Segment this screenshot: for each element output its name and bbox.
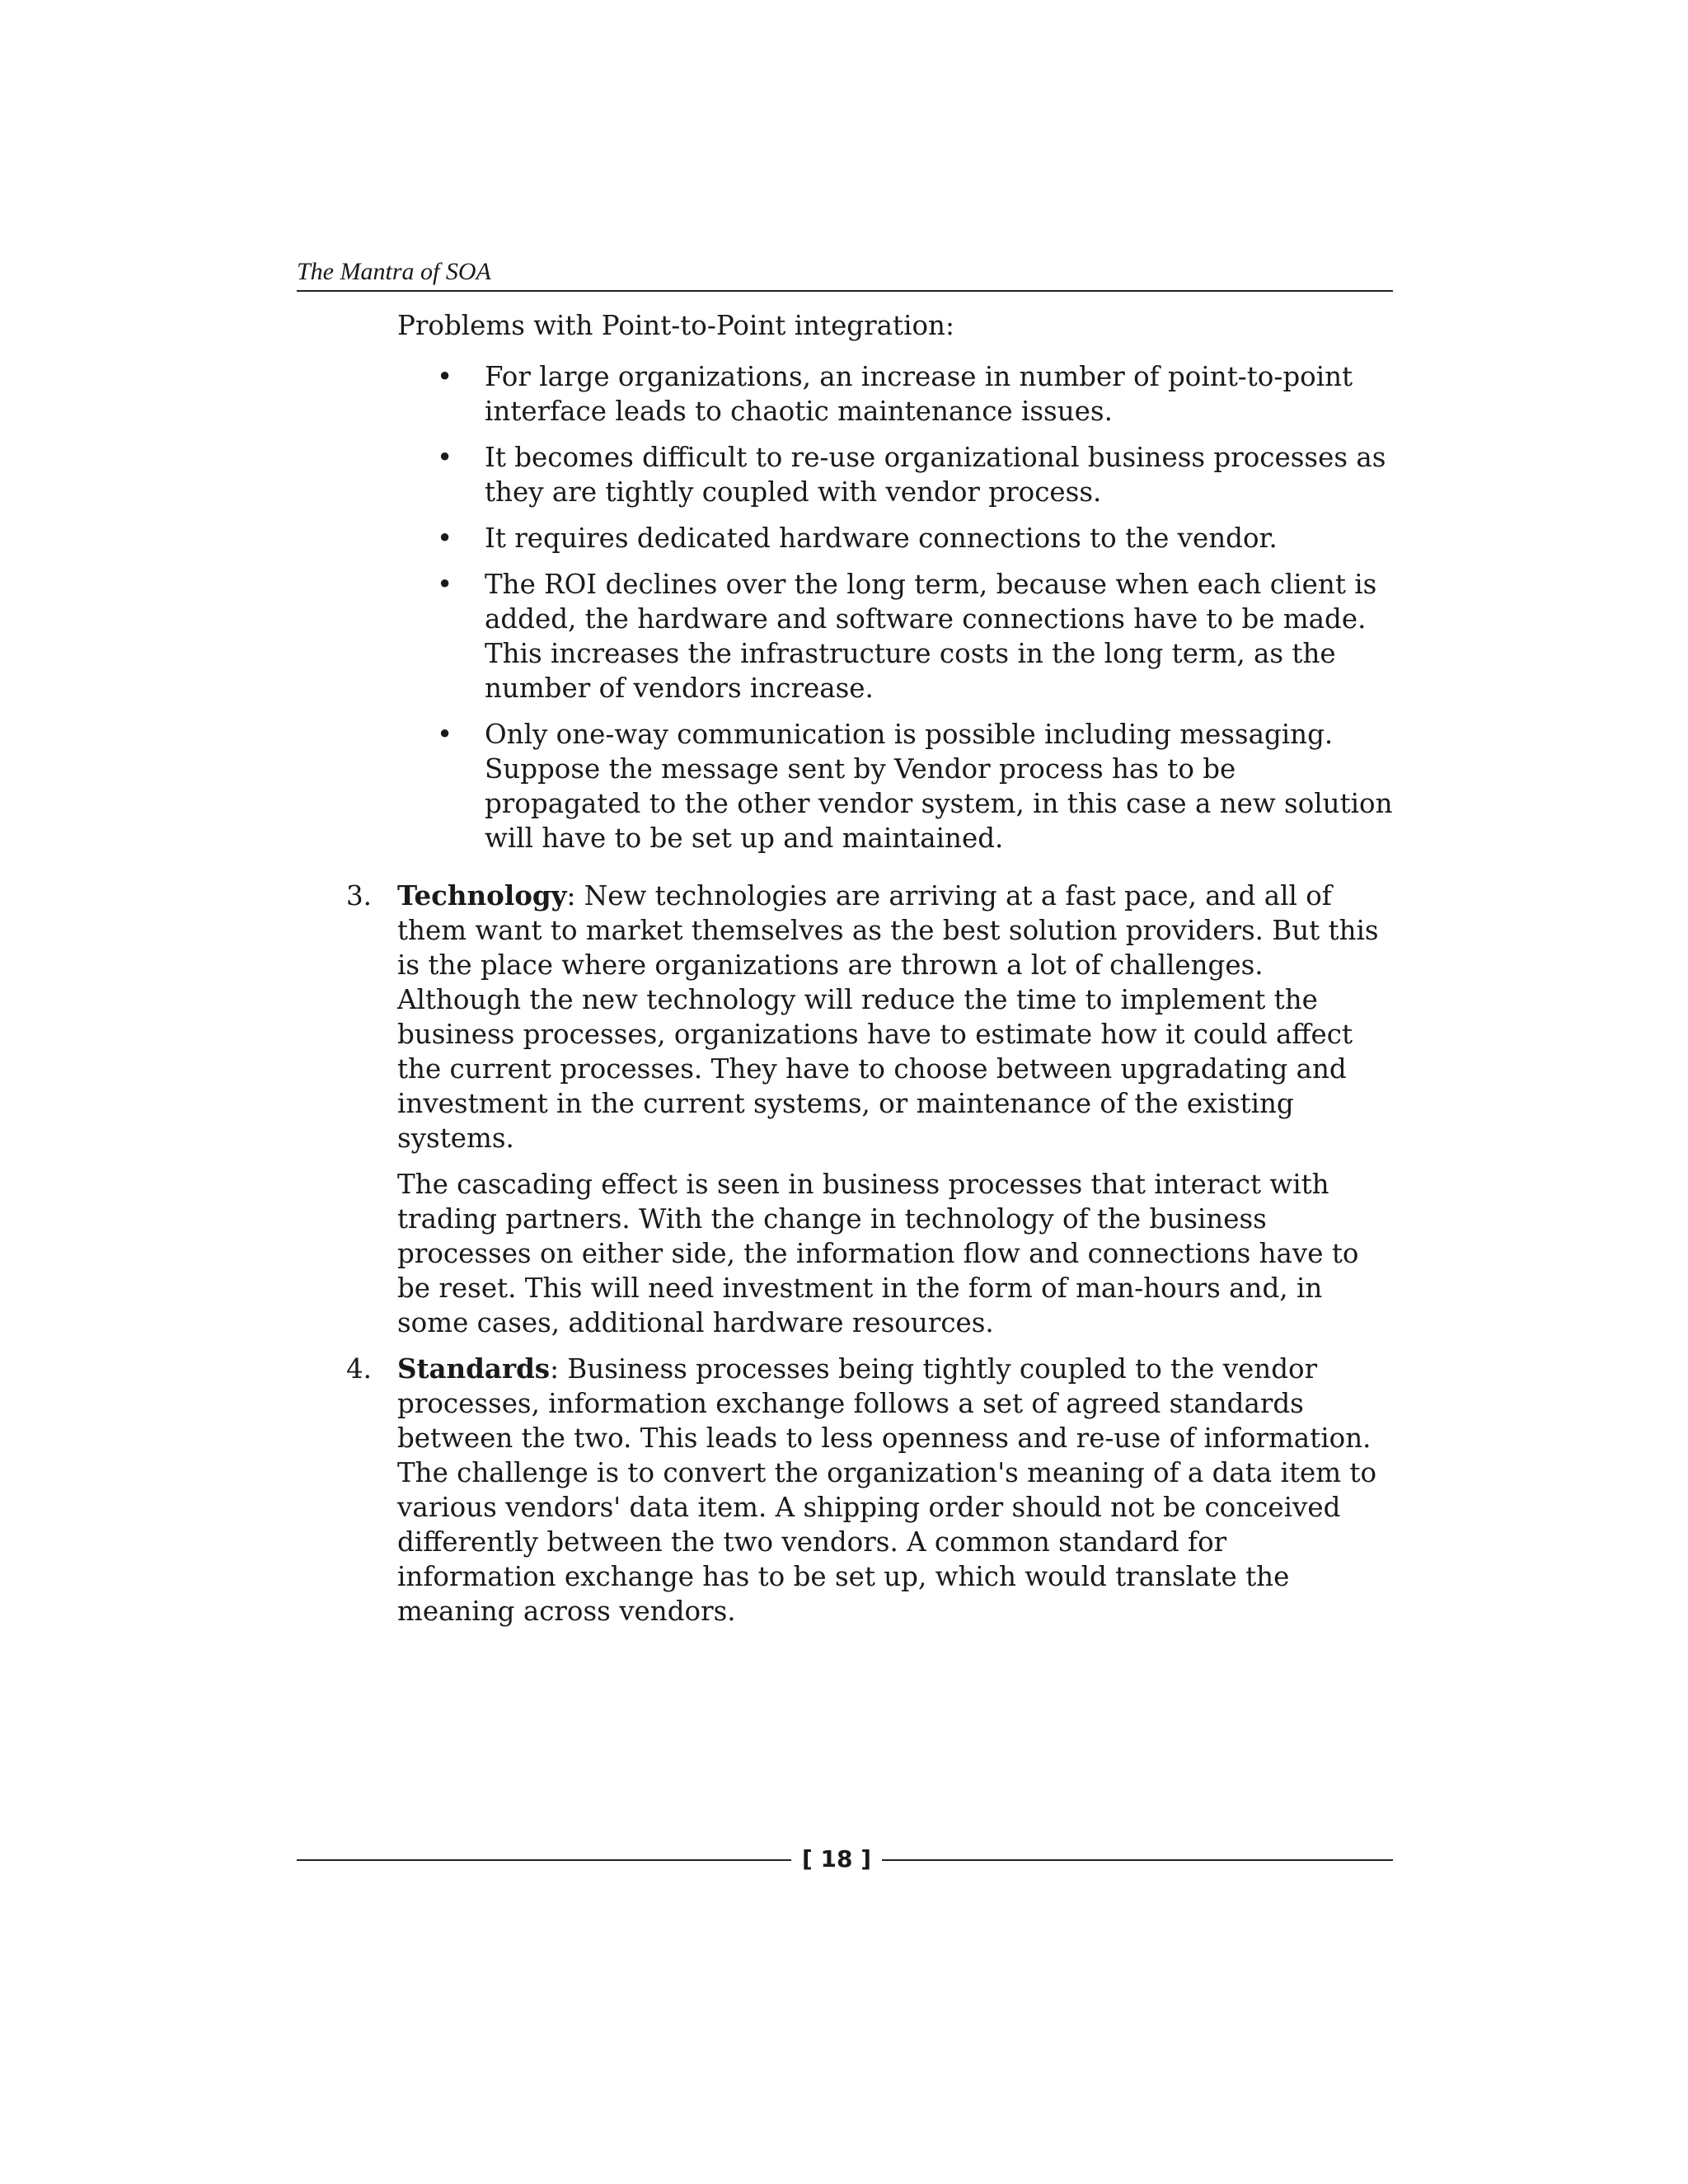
list-item bbox=[437, 567, 1393, 705]
item-paragraph bbox=[397, 1352, 1393, 1629]
item-text: : New technologies are arriving at a fast pace, and all of them want to market themselves as the best solution providers. But this is the place where organizations are thrown a lot of challenges. Although the new technology will reduce the time to implement the business processes, organizations have to estimate how it could affect the current processes. They have to choose between upgradating and investment in the current systems, or maintenance of the existing systems. bbox=[397, 880, 1379, 1154]
list-item bbox=[437, 440, 1393, 509]
footer-rule-left bbox=[297, 1859, 791, 1861]
bullet-icon: • bbox=[437, 569, 453, 600]
list-item bbox=[437, 359, 1393, 429]
page-number: [ 18 ] bbox=[801, 1845, 872, 1872]
item-term: Technology bbox=[397, 879, 567, 912]
problems-list bbox=[437, 359, 1393, 855]
bullet-icon: • bbox=[437, 523, 453, 554]
item-extra-paragraph: The cascading effect is seen in business processes that interact with trading partners. With the change in technology of the business processes on either side, the information flow and connections have to be reset. This will need investment in the form of man-hours and, in some cases, additional hardware resources. bbox=[397, 1169, 1359, 1338]
running-header: The Mantra of SOA bbox=[297, 255, 1393, 292]
bullet-icon: • bbox=[437, 719, 453, 750]
bullet-text: It requires dedicated hardware connections to the vendor. bbox=[485, 523, 1278, 554]
item-term: Standards bbox=[397, 1352, 551, 1385]
bullet-text: The ROI declines over the long term, because when each client is added, the hardware and software connections have to be made. This increases the infrastructure costs in the long term, as the number of vendors increase. bbox=[485, 569, 1377, 704]
bullet-text: It becomes difficult to re-use organizational business processes as they are tightly coupled with vendor process. bbox=[485, 442, 1386, 508]
bullet-icon: • bbox=[437, 361, 453, 392]
page-content bbox=[297, 255, 1393, 1640]
numbered-list bbox=[346, 879, 1393, 1629]
item-paragraph bbox=[397, 879, 1393, 1155]
item-number: 3. bbox=[346, 880, 373, 912]
numbered-item-standards bbox=[346, 1352, 1393, 1629]
bullet-text: Only one-way communication is possible including messaging. Suppose the message sent by Vendor process has to be propagated to the other vendor system, in this case a new solution will have to be set up and maintained. bbox=[485, 719, 1393, 854]
item-number: 4. bbox=[346, 1353, 373, 1385]
bullet-text: For large organizations, an increase in number of point-to-point interface leads to chaotic maintenance issues. bbox=[485, 361, 1353, 427]
footer-rule-right bbox=[882, 1859, 1393, 1861]
bullet-icon: • bbox=[437, 442, 453, 473]
page-footer bbox=[297, 1843, 1393, 1876]
numbered-item-technology bbox=[346, 879, 1393, 1340]
intro-paragraph: Problems with Point-to-Point integration: bbox=[397, 310, 954, 341]
list-item bbox=[437, 717, 1393, 855]
item-text: : Business processes being tightly coupled to the vendor processes, information exchange follows a set of agreed standards between the two. This leads to less openness and re-use of information. The challenge is to convert the organization's meaning of a data item to various vendors' data item. A shipping order should not be conceived differently between the two vendors. A common standard for information exchange has to be set up, which would translate the meaning across vendors. bbox=[397, 1353, 1377, 1627]
list-item bbox=[437, 521, 1393, 555]
